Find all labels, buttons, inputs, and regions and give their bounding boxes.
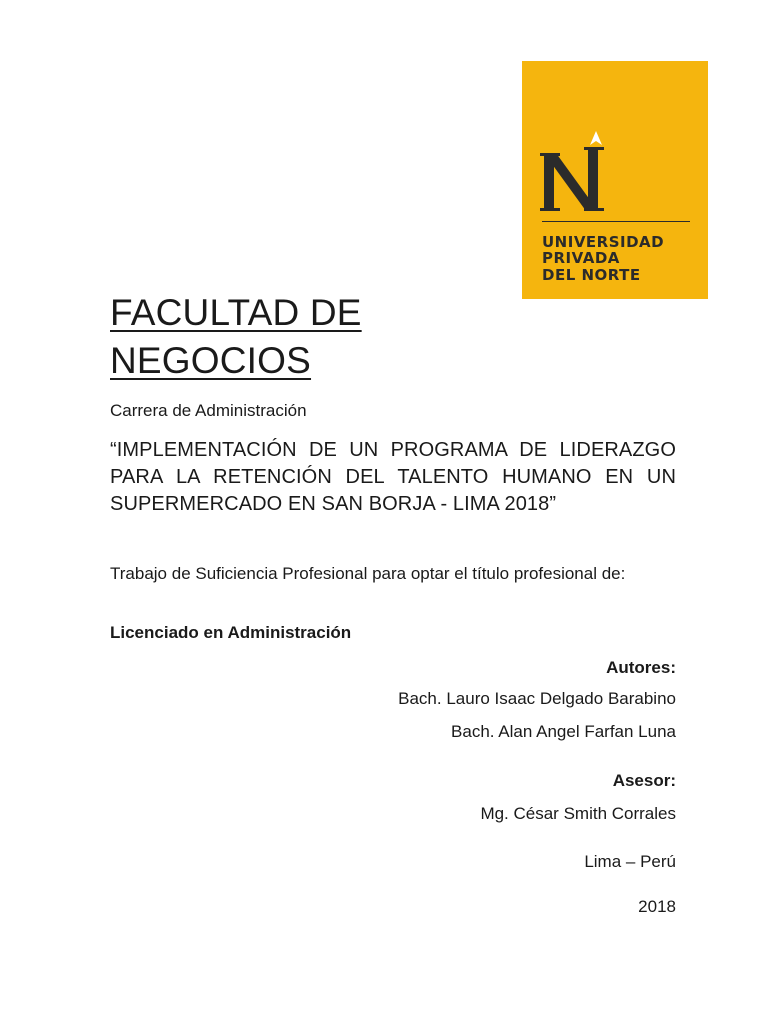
purpose-statement: Trabajo de Suficiencia Profesional para optar el título profesional de: bbox=[110, 564, 626, 583]
logo-divider bbox=[542, 221, 690, 222]
author-name-1: Bach. Lauro Isaac Delgado Barabino bbox=[398, 689, 676, 708]
place-text: Lima – Perú bbox=[584, 852, 676, 871]
thesis-title: “IMPLEMENTACIÓN DE UN PROGRAMA DE LIDERAZGO PARA LA RETENCIÓN DEL TALENTO HUMANO EN UN SUPERMERCADO EN SAN BORJA - LIMA 2018” bbox=[110, 439, 676, 515]
n-letter-icon bbox=[540, 147, 604, 211]
advisor-name: Mg. César Smith Corrales bbox=[480, 804, 676, 823]
advisor-label: Asesor: bbox=[612, 771, 676, 790]
university-logo bbox=[522, 61, 708, 299]
faculty-title bbox=[110, 289, 362, 385]
logo-line-2: PRIVADA bbox=[542, 249, 620, 267]
upn-n-logo-icon bbox=[522, 61, 708, 299]
author-name-2: Bach. Alan Angel Farfan Luna bbox=[451, 722, 676, 741]
logo-line-3: DEL NORTE bbox=[542, 266, 641, 284]
year-text: 2018 bbox=[638, 897, 676, 916]
career-name: Carrera de Administración bbox=[110, 401, 307, 420]
arrow-mark-icon bbox=[590, 131, 602, 145]
logo-line-1: UNIVERSIDAD bbox=[542, 233, 665, 251]
faculty-title-line-2: NEGOCIOS bbox=[110, 340, 312, 381]
faculty-title-line-1: FACULTAD DE bbox=[110, 292, 362, 333]
authors-label: Autores: bbox=[606, 658, 676, 677]
degree-title: Licenciado en Administración bbox=[110, 623, 352, 642]
